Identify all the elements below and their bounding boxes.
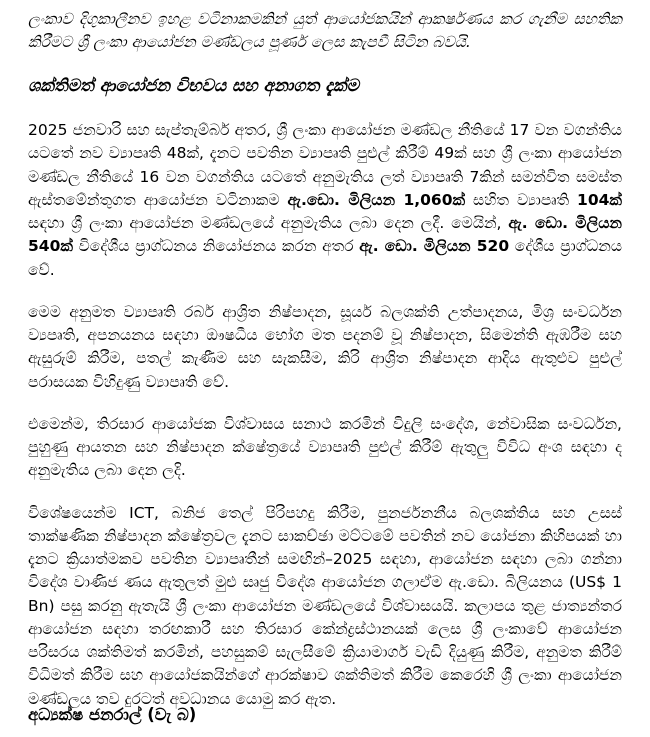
body-paragraph: [28, 413, 622, 483]
text-segment: එමෙන්ම, තිරසාර ආයෝජක විශ්වාසය සනාථ කරමින් විදුලි සංදේශ, නේවාසික සංවර්ධන, පුහුණු ආයතන සහ නිෂ්පාදන ක්ෂේත්‍රයේ ව්‍යාපෘති පුළුල් කිරීම් ඇතුලු විවිධ අංශ සඳහා ද අනුමැතිය ලබා දෙන ලදි.: [28, 414, 622, 480]
bold-text-segment: ඇ.ඩො. මිලියන 1,060ක්: [287, 190, 466, 209]
document-body: [28, 8, 622, 730]
bold-text-segment: ඇ. ඩො. මිලියන 540ක්: [28, 214, 622, 256]
text-segment: මෙම අනුමත ව්‍යාපෘති රබර් ආශ්‍රිත නිෂ්පාදන, සූර්ය බලශක්ති උත්පාදනය, මිශ්‍ර සංවර්ධන ව්‍යපෘති, අපනයනය සඳහා ඖෂධීය භෝග මත පදනම් වූ නිෂ්පාදන, සිමෙන්ති ඇඹරීම සහ ඇසුරුම් කිරීම, පතල් කැණීම සහ සැකසීම, කිරි ආශ්‍රිත නිෂ්පාදන ආදිය ඇතුළුව පුළුල් පරාසයක විහිදුණු ව්‍යාපෘති වේ.: [28, 302, 622, 391]
text-segment: 2025 ජනවාරි සහ සැප්තැම්බර් අතර, ශ්‍රී ලංකා ආයෝජන මණ්ඩල නීතියේ 17 වන වගන්තිය යටතේ නව ව්‍යාපෘති 48ක්, දැනට පවතින ව්‍යාපෘති පුළුල් කිරීම් 49ක් සහ ශ්‍රී ලංකා ආයෝජන මණ්ඩල නීතියේ 16 වන වගන්තිය යටතේ අනුමැතිය ලත් ව්‍යාපෘති 7කින් සමන්විත සමස්ත ඇස්තමේන්තුගත ආයෝජන වටිනාකම: [28, 121, 622, 209]
text-segment: දේශීය ප්‍රාග්ධනය වේ.: [28, 237, 622, 279]
body-paragraph: [28, 301, 622, 394]
intro-paragraph: [28, 8, 622, 55]
body-paragraph: [28, 502, 622, 711]
text-segment: ලංකාව දිගුකාලීනව ඉහළ වටිනාකමකින් යුත් ආයෝජකයින් ආකර්ෂණය කර ගැනීම සහතික කිරීමට ශ්‍රී ලංකා ආයෝජන මණ්ඩලය පූර්ණ ලෙස කැපවී සිටින බවයි.: [28, 10, 622, 52]
bold-text-segment: 104ක්: [577, 190, 622, 209]
body-paragraph: [28, 119, 622, 282]
bold-text-segment: ඇ. ඩො. මිලියන 520: [359, 237, 510, 256]
text-segment: විශේෂයෙන්ම ICT, බනිජ තෙල් පිරිපහදු කිරීම, පුනර්ජනනීය බලශක්තිය සහ උසස් තාක්ෂණික නිෂ්පාදන ක්ෂේත්‍රවල දැනට සාකච්ඡා මට්ටමේ පවතින් නව යෝජනා කිහිපයක් හා දැනට ක්‍රියාත්මකව පවතින ව්‍යාපෘතීන් සමඟින්–2025 සඳහා, ආයෝජන සඳහා ලබා ගන්නා විදේශ වාණිජ ණය ඇතුලත් මුළු සෘජු විදේශ ආයෝජන ගලාඒම ඇ.ඩො. බිලියනය (US$ 1 Bn) පසු කරනු ඇතැයි ශ්‍රී ලංකා ආයෝජන මණ්ඩලයේ විශ්වාසයයි. කලාපය තුළ ජාත්‍යන්තර ආයෝජන සඳහා තරඟකාරී සහ තිරසාර කේන්ද්‍රස්ථානයක් ලෙස ශ්‍රී ලංකාවේ ආයෝජන පරිසරය ශක්තිමත් කරමින්, පහසුකම් සැලසීමේ ක්‍රියාමාර්ග වැඩි දියුණු කිරීම, අනුමත කිරීම් විධිමත් කිරීම සහ ආයෝජකයින්ගේ ආරක්ෂාව ශක්තිමත් කිරීම කෙරෙහි ශ්‍රී ලංකා ආයෝජන මණ්ඩලය තව දුරටත් අවධානය යොමු කර ඇත.: [28, 503, 622, 708]
section-heading: [28, 74, 622, 100]
text-segment: විදේශීය ප්‍රාග්ධනය නියෝජනය කරන අතර: [72, 237, 360, 256]
signature-line: අධ්‍යක්ෂ ජනරාල් (වැ බ): [28, 705, 197, 724]
text-segment: සඳහා ශ්‍රී ලංකා ආයෝජන මණ්ඩලයේ අනුමැතිය ලබා දෙන ලදී. මෙයින්,: [28, 214, 509, 232]
text-segment: සහිත ව්‍යාපෘති: [465, 190, 578, 209]
bold-text-segment: ශක්තිමත් ආයෝජන විභවය සහ අනාගත දැක්ම: [28, 75, 359, 96]
